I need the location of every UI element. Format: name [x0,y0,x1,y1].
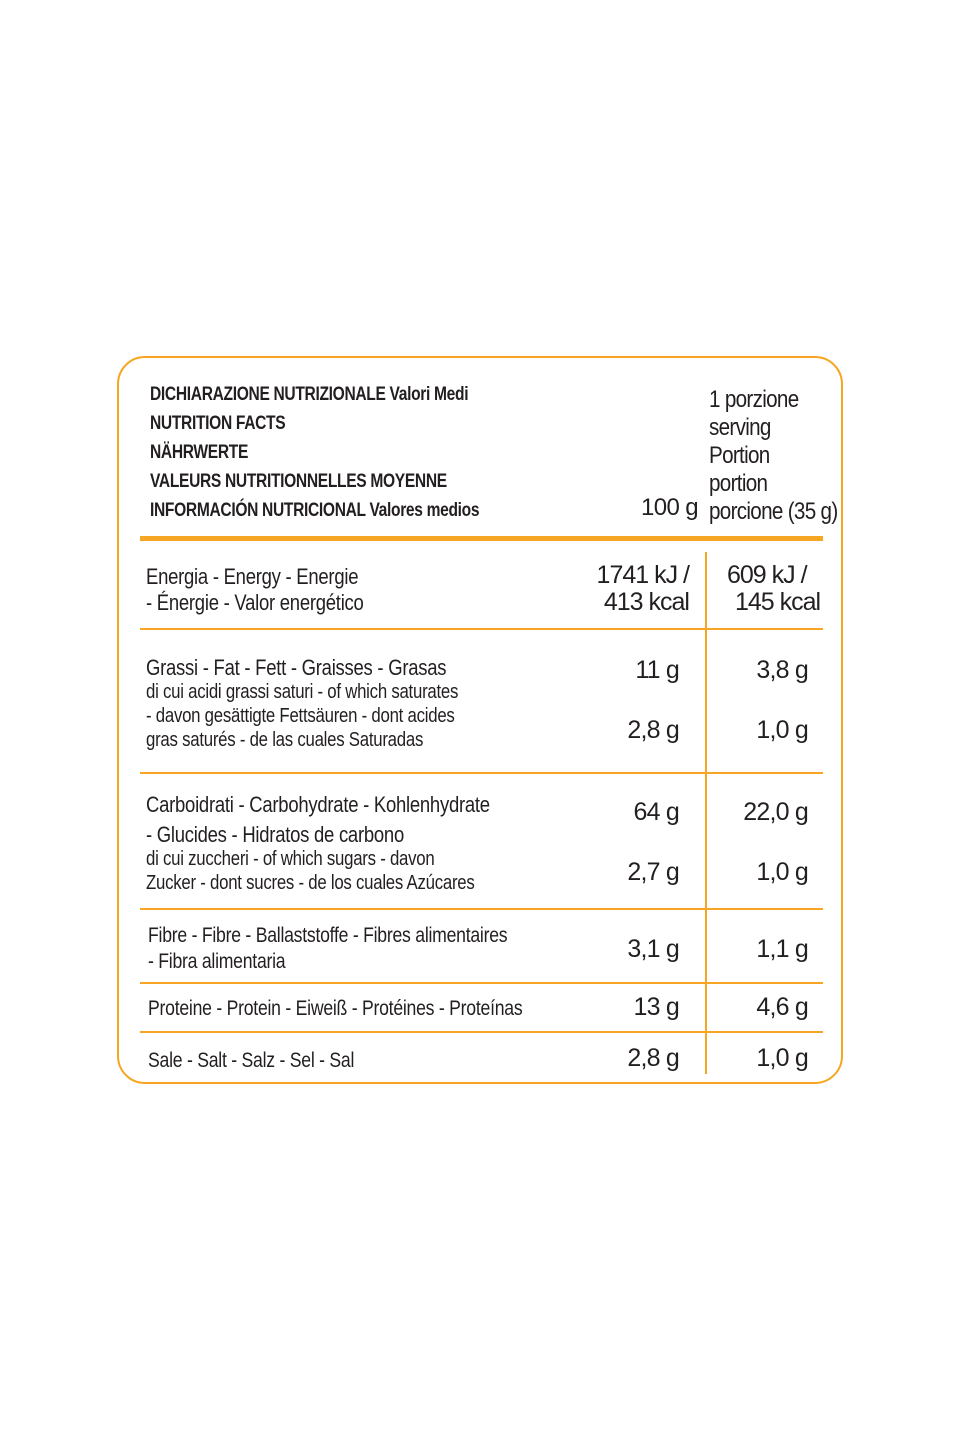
portion-line-es: porcione (35 g) [709,498,838,525]
row-divider [140,982,823,984]
energy-label [146,564,364,616]
column-divider [705,552,707,1074]
row-divider [140,628,823,630]
title-line-es: INFORMACIÓN NUTRICIONAL Valores medios [150,500,480,521]
protein-label: Proteine - Protein - Eiweiß - Protéines - Proteínas [148,997,523,1020]
row-divider [140,772,823,774]
carbohydrate-per-100g: 64 g [633,798,679,826]
saturates-label-line-1: di cui acidi grassi saturi - of which saturates [146,681,459,703]
salt-label: Sale - Salt - Salz - Sel - Sal [148,1049,355,1072]
row-divider [140,908,823,910]
protein-per-100g: 13 g [633,993,679,1021]
title-line-de: NÄHRWERTE [150,442,249,463]
fibre-per-100g: 3,1 g [627,935,679,963]
column-header-portion [709,386,838,526]
sugars-label [146,847,475,895]
energy-per-100g [597,562,689,616]
carbohydrate-label [146,790,490,850]
saturates-label-line-2: - davon gesättigte Fettsäuren - dont acides [146,705,455,727]
saturates-label [146,680,458,752]
energy-per-portion [727,562,820,616]
column-header-per-100g: 100 g [641,494,699,521]
saturates-label-line-3: gras saturés - de las cuales Saturadas [146,729,424,751]
fibre-label-line-2: - Fibra alimentaria [148,950,286,973]
energy-portion-kj: 609 kJ / [727,561,807,589]
portion-line-it: 1 porzione [709,386,799,413]
title-line-en: NUTRITION FACTS [150,413,286,434]
protein-per-portion: 4,6 g [756,993,808,1021]
energy-label-line-1: Energia - Energy - Energie [146,564,359,589]
energy-portion-kcal: 145 kcal [735,588,821,616]
energy-per-100g-kcal: 413 kcal [603,588,689,616]
carbohydrate-label-line-2: - Glucides - Hidratos de carbono [146,822,404,847]
sugars-per-100g: 2,7 g [627,858,679,886]
sugars-per-portion: 1,0 g [756,858,808,886]
header-divider [140,536,823,541]
fat-per-100g: 11 g [635,656,679,684]
salt-per-100g: 2,8 g [627,1044,679,1072]
fat-label: Grassi - Fat - Fett - Graisses - Grasas [146,655,447,680]
fibre-label-line-1: Fibre - Fibre - Ballaststoffe - Fibres alimentaires [148,924,508,947]
title-line-fr: VALEURS NUTRITIONNELLES MOYENNE [150,471,447,492]
portion-line-de: Portion [709,442,770,469]
saturates-per-100g: 2,8 g [627,716,679,744]
row-divider [140,1031,823,1033]
nutrition-label [117,356,843,1084]
carbohydrate-per-portion: 22,0 g [743,798,808,826]
fibre-label [148,923,507,975]
energy-per-100g-kj: 1741 kJ / [596,561,689,589]
title-line-it: DICHIARAZIONE NUTRIZIONALE Valori Medi [150,384,469,405]
saturates-per-portion: 1,0 g [756,716,808,744]
nutrition-title [150,380,479,525]
fat-per-portion: 3,8 g [756,656,808,684]
sugars-label-line-1: di cui zuccheri - of which sugars - davon [146,848,435,870]
energy-label-line-2: - Énergie - Valor energético [146,590,364,615]
salt-per-portion: 1,0 g [756,1044,808,1072]
portion-line-en: serving [709,414,771,441]
portion-line-fr: portion [709,470,768,497]
carbohydrate-label-line-1: Carboidrati - Carbohydrate - Kohlenhydrate [146,792,490,817]
fibre-per-portion: 1,1 g [756,935,808,963]
sugars-label-line-2: Zucker - dont sucres - de los cuales Azúcares [146,872,475,894]
